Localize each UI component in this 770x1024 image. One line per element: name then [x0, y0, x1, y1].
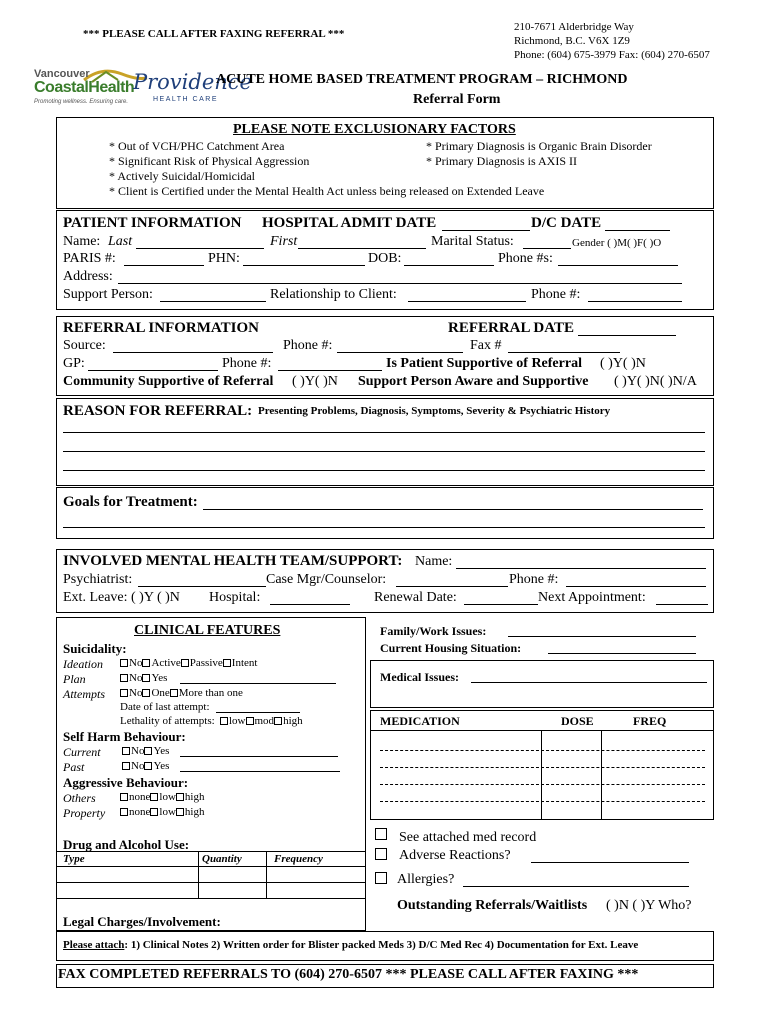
option-label: Intent	[231, 657, 258, 669]
team-name-field[interactable]	[456, 568, 706, 569]
team-phone-label: Phone #:	[509, 572, 559, 587]
dob-label: DOB:	[368, 251, 402, 266]
dc-date-label: D/C DATE	[531, 215, 602, 231]
dc-date-field[interactable]	[605, 230, 670, 231]
renewal-field[interactable]	[464, 604, 538, 605]
current-options	[122, 745, 169, 757]
current-yes-checkbox[interactable]	[144, 747, 152, 755]
source-label: Source:	[63, 338, 106, 353]
support-aware-label: Support Person Aware and Supportive	[358, 374, 589, 389]
reason-line[interactable]	[63, 432, 705, 433]
paris-label: PARIS #:	[63, 251, 116, 266]
ext-leave-options[interactable]: Ext. Leave: ( )Y ( )N	[63, 590, 180, 605]
renewal-label: Renewal Date:	[374, 590, 457, 605]
exclusion-item: * Client is Certified under the Mental Health Act unless being released on Extended Leave	[109, 184, 545, 198]
dob-field[interactable]	[404, 265, 494, 266]
adverse-field[interactable]	[531, 862, 689, 863]
option-label: No	[131, 760, 145, 772]
next-appt-field[interactable]	[656, 604, 708, 605]
community-supportive-options[interactable]: ( )Y( )N	[292, 374, 338, 389]
frequency-header: Frequency	[274, 853, 323, 865]
relationship-label: Relationship to Client:	[270, 287, 397, 302]
option-label: high	[184, 791, 205, 803]
current-field[interactable]	[180, 756, 338, 757]
attempts-options	[120, 687, 243, 699]
property-label: Property	[63, 806, 106, 820]
relationship-field[interactable]	[408, 301, 526, 302]
drug-row[interactable]	[56, 898, 366, 899]
name-label: Name:	[63, 234, 101, 249]
past-label: Past	[63, 760, 85, 774]
last-name-field[interactable]	[136, 248, 264, 249]
plan-label: Plan	[63, 672, 86, 686]
exclusion-item: * Primary Diagnosis is Organic Brain Disorder	[426, 139, 652, 153]
exclusion-item: * Actively Suicidal/Homicidal	[109, 169, 255, 183]
past-yes-checkbox[interactable]	[144, 762, 152, 770]
option-label: Yes	[153, 745, 170, 757]
plan-yes-checkbox[interactable]	[142, 674, 150, 682]
current-no-checkbox[interactable]	[122, 747, 130, 755]
address-label: Address:	[63, 269, 113, 284]
legal-label: Legal Charges/Involvement:	[63, 914, 221, 929]
lethality-mod-checkbox[interactable]	[246, 717, 254, 725]
address-field[interactable]	[118, 283, 682, 284]
outstanding-label: Outstanding Referrals/Waitlists	[397, 898, 588, 913]
patient-supportive-label: Is Patient Supportive of Referral	[386, 356, 582, 371]
option-label: No	[131, 745, 145, 757]
patient-heading: PATIENT INFORMATION	[63, 215, 242, 231]
others-low-checkbox[interactable]	[150, 793, 158, 801]
attempts-label: Attempts	[63, 687, 105, 701]
address-line-2: Richmond, B.C. V6X 1Z9	[514, 35, 630, 47]
exclusion-item: * Out of VCH/PHC Catchment Area	[109, 139, 285, 153]
past-field[interactable]	[180, 771, 340, 772]
ideation-active-checkbox[interactable]	[142, 659, 150, 667]
freq-header: FREQ	[633, 714, 667, 728]
case-mgr-label: Case Mgr/Counselor:	[266, 572, 387, 587]
first-label: First	[270, 234, 298, 249]
gp-phone-field[interactable]	[278, 370, 382, 371]
team-name-label: Name:	[415, 554, 453, 569]
plan-options	[120, 672, 167, 684]
fax-label: Fax #	[470, 338, 502, 353]
attach-label: Please attach	[63, 939, 125, 951]
next-appt-label: Next Appointment:	[538, 590, 646, 605]
admit-date-label: HOSPITAL ADMIT DATE	[262, 215, 437, 231]
adverse-label: Adverse Reactions?	[399, 848, 511, 863]
property-none-checkbox[interactable]	[120, 808, 128, 816]
marital-label: Marital Status:	[431, 234, 514, 249]
medication-divider	[541, 730, 542, 820]
ideation-intent-checkbox[interactable]	[223, 659, 231, 667]
medication-row[interactable]	[380, 750, 705, 751]
admit-date-field[interactable]	[442, 230, 530, 231]
aggressive-label: Aggressive Behaviour:	[63, 775, 189, 790]
others-options	[120, 791, 204, 803]
see-attached-checkbox[interactable]	[375, 828, 387, 840]
property-high-checkbox[interactable]	[176, 808, 184, 816]
option-label: Yes	[153, 760, 170, 772]
housing-label: Current Housing Situation:	[380, 641, 522, 655]
option-label: No	[129, 687, 143, 699]
goals-line[interactable]	[63, 527, 705, 528]
team-heading: INVOLVED MENTAL HEALTH TEAM/SUPPORT:	[63, 553, 403, 569]
medication-row[interactable]	[380, 767, 705, 768]
current-label: Current	[63, 745, 101, 759]
team-phone-field[interactable]	[566, 586, 706, 587]
medication-row[interactable]	[380, 801, 705, 802]
clinical-heading: CLINICAL FEATURES	[134, 623, 281, 638]
option-label: Yes	[151, 672, 168, 684]
last-attempt-field[interactable]	[216, 712, 300, 713]
drug-table-divider	[198, 851, 199, 899]
others-high-checkbox[interactable]	[176, 793, 184, 801]
address-line-1: 210-7671 Alderbridge Way	[514, 21, 634, 33]
self-harm-label: Self Harm Behaviour:	[63, 729, 186, 744]
dose-header: DOSE	[561, 714, 594, 728]
medication-header: MEDICATION	[380, 714, 460, 728]
support-person-label: Support Person:	[63, 287, 153, 302]
gp-phone-label: Phone #:	[222, 356, 272, 371]
hospital-field[interactable]	[270, 604, 350, 605]
support-phone-label: Phone #:	[531, 287, 581, 302]
drug-row[interactable]	[56, 866, 366, 867]
option-label: low	[229, 715, 246, 727]
suicidality-label: Suicidality:	[63, 641, 127, 656]
option-label: More than one	[178, 687, 243, 699]
option-label: high	[184, 806, 205, 818]
quantity-header: Quantity	[202, 853, 242, 865]
medical-field[interactable]	[471, 682, 707, 683]
community-supportive-label: Community Supportive of Referral	[63, 374, 274, 389]
medical-label: Medical Issues:	[380, 670, 459, 684]
type-header: Type	[63, 853, 85, 865]
reason-line[interactable]	[63, 470, 705, 471]
family-label: Family/Work Issues:	[380, 624, 487, 638]
attempts-no-checkbox[interactable]	[120, 689, 128, 697]
goals-field[interactable]	[203, 509, 703, 510]
vch-logo: Vancouver CoastalHealth Promoting wellness. Ensuring care.	[34, 66, 134, 110]
psychiatrist-label: Psychiatrist:	[63, 572, 133, 587]
gp-label: GP:	[63, 356, 85, 371]
drug-label: Drug and Alcohol Use:	[63, 837, 190, 852]
reason-line[interactable]	[63, 451, 705, 452]
lethality-high-checkbox[interactable]	[274, 717, 282, 725]
others-label: Others	[63, 791, 96, 805]
housing-field[interactable]	[548, 653, 696, 654]
support-aware-options[interactable]: ( )Y( )N( )N/A	[614, 374, 697, 389]
drug-row[interactable]	[56, 882, 366, 883]
footer-text: FAX COMPLETED REFERRALS TO (604) 270-6507 *** PLEASE CALL AFTER FAXING ***	[58, 967, 639, 982]
exclusion-item: * Significant Risk of Physical Aggression	[109, 154, 310, 168]
exclusion-item: * Primary Diagnosis is AXIS II	[426, 154, 577, 168]
hospital-label: Hospital:	[209, 590, 261, 605]
family-field[interactable]	[508, 636, 696, 637]
option-label: No	[129, 672, 143, 684]
medication-divider	[601, 730, 602, 820]
attempts-one-checkbox[interactable]	[142, 689, 150, 697]
gp-field[interactable]	[88, 370, 218, 371]
call-notice: *** PLEASE CALL AFTER FAXING REFERRAL ***	[83, 28, 345, 40]
plan-field[interactable]	[180, 683, 336, 684]
last-attempt-label: Date of last attempt:	[120, 701, 210, 713]
phn-field[interactable]	[243, 265, 365, 266]
option-label: Active	[151, 657, 181, 669]
past-options	[122, 760, 169, 772]
medication-row[interactable]	[380, 784, 705, 785]
see-attached-label: See attached med record	[399, 830, 537, 845]
adverse-checkbox[interactable]	[375, 848, 387, 860]
plan-no-checkbox[interactable]	[120, 674, 128, 682]
phones-label: Phone #s:	[498, 251, 553, 266]
phones-field[interactable]	[558, 265, 678, 266]
form-subtitle: Referral Form	[413, 92, 501, 107]
source-phone-label: Phone #:	[283, 338, 333, 353]
gender-options[interactable]: Gender ( )M( )F( )O	[572, 237, 662, 249]
reason-subheading: Presenting Problems, Diagnosis, Symptoms, Severity & Psychiatric History	[258, 405, 611, 417]
past-no-checkbox[interactable]	[122, 762, 130, 770]
option-label: none	[129, 791, 151, 803]
referral-date-field[interactable]	[578, 335, 676, 336]
ideation-options	[120, 657, 257, 669]
attach-text: : 1) Clinical Notes 2) Written order for Blister packed Meds 3) D/C Med Rec 4) Documentation for Ext. Leave	[124, 939, 639, 951]
attempts-more-checkbox[interactable]	[170, 689, 178, 697]
providence-logo: Providence HEALTH CARE	[133, 70, 252, 103]
ideation-passive-checkbox[interactable]	[181, 659, 189, 667]
goals-heading: Goals for Treatment:	[63, 494, 198, 510]
support-phone-field[interactable]	[588, 301, 682, 302]
others-none-checkbox[interactable]	[120, 793, 128, 801]
exclusion-title: PLEASE NOTE EXCLUSIONARY FACTORS	[233, 122, 516, 137]
allergies-checkbox[interactable]	[375, 872, 387, 884]
drug-table-divider	[266, 851, 267, 899]
paris-field[interactable]	[124, 265, 204, 266]
outstanding-options[interactable]: ( )N ( )Y Who?	[606, 898, 692, 913]
option-label: mod	[254, 715, 275, 727]
property-options	[120, 806, 204, 818]
ideation-no-checkbox[interactable]	[120, 659, 128, 667]
medication-header-divider	[370, 730, 714, 731]
allergies-field[interactable]	[463, 886, 689, 887]
referral-heading: REFERRAL INFORMATION	[63, 320, 259, 336]
source-field[interactable]	[113, 352, 273, 353]
form-title: ACUTE HOME BASED TREATMENT PROGRAM – RICHMOND	[216, 72, 628, 87]
option-label: low	[159, 806, 176, 818]
option-label: Passive	[189, 657, 223, 669]
option-label: No	[129, 657, 143, 669]
option-label: One	[151, 687, 170, 699]
ideation-label: Ideation	[63, 657, 103, 671]
property-low-checkbox[interactable]	[150, 808, 158, 816]
option-label: low	[159, 791, 176, 803]
reason-heading: REASON FOR REFERRAL:	[63, 403, 253, 419]
first-name-field[interactable]	[298, 248, 426, 249]
patient-supportive-options[interactable]: ( )Y( )N	[600, 356, 646, 371]
last-label: Last	[108, 234, 133, 249]
allergies-label: Allergies?	[397, 872, 455, 887]
option-label: none	[129, 806, 151, 818]
option-label: high	[283, 715, 303, 727]
source-phone-field[interactable]	[337, 352, 463, 353]
address-line-3: Phone: (604) 675-3979 Fax: (604) 270-6507	[514, 49, 710, 61]
marital-field[interactable]	[523, 248, 571, 249]
lethality-options	[220, 715, 303, 727]
phn-label: PHN:	[208, 251, 240, 266]
support-person-field[interactable]	[160, 301, 266, 302]
attach-note	[63, 939, 638, 951]
referral-date-label: REFERRAL DATE	[448, 320, 574, 336]
lethality-low-checkbox[interactable]	[220, 717, 228, 725]
psychiatrist-field[interactable]	[138, 586, 266, 587]
case-mgr-field[interactable]	[396, 586, 508, 587]
fax-field[interactable]	[508, 352, 620, 353]
lethality-label: Lethality of attempts:	[120, 715, 215, 727]
